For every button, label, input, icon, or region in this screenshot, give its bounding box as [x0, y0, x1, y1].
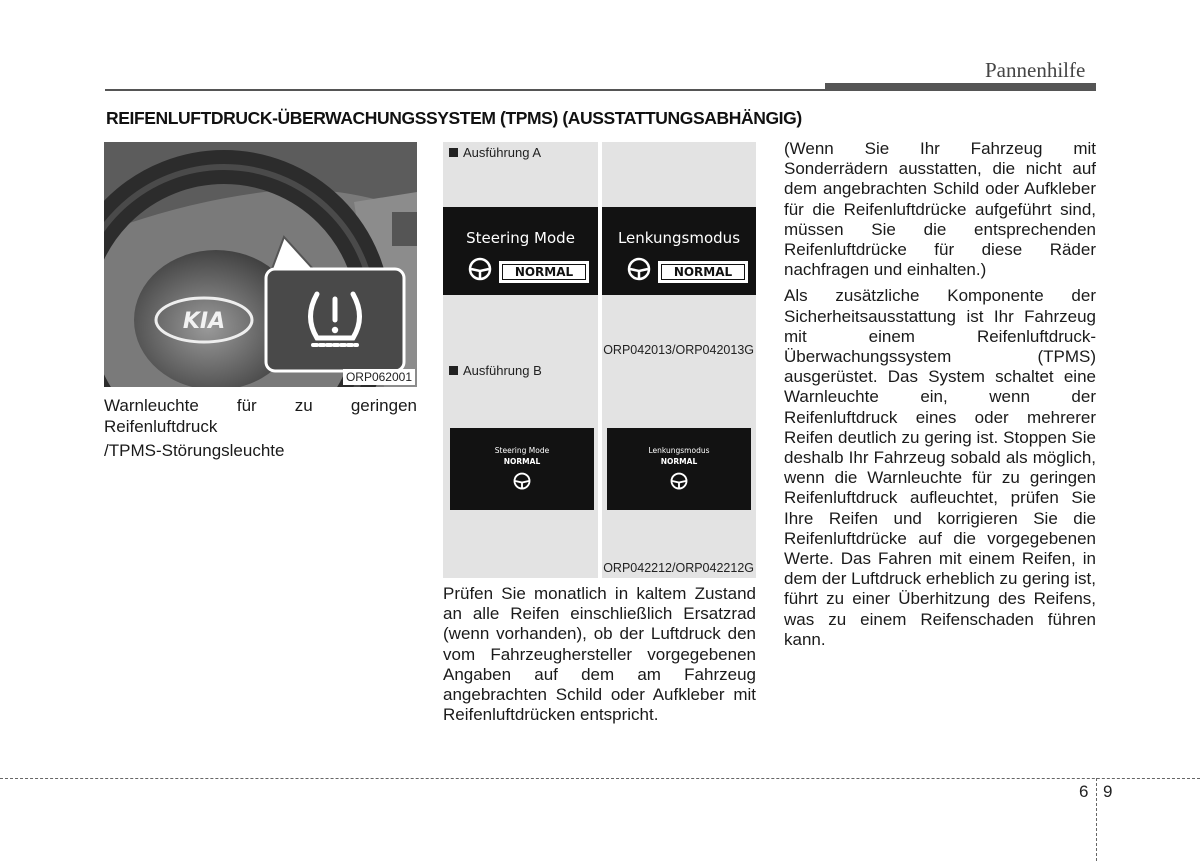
- variant-b-label: Ausführung B: [449, 363, 542, 378]
- figure-caption-2: /TPMS-Störungsleuchte: [104, 441, 285, 460]
- paragraph-tpms: Als zusätzliche Komponente der Sicherheitsausstattung ist Ihr Fahrzeug mit einem Reifenluftdruck-Überwachungssystem (TPMS) ausgerüstet. Das System schaltet eine Warnleuchte ein, wenn der Reifenluftdruck eines oder mehrerer Reifen deutlich zu gering ist. Stoppen Sie deshalb Ihr Fahrzeug sobald als möglich, wenn die Warnleuchte für zu geringen Reifenluftdruck aufleuchtet, prüfen Sie Ihre Reifen und korrigieren Sie die Reifenluftdrücke auf die vorgegebenen Werte. Das Fahren mit einem Reifen, in dem der Luftdruck erheblich zu gering ist, führt zu einer Überhitzung des Reifens, was zu einem Reifenschaden führen kann.: [784, 286, 1096, 649]
- variant-a-label: Ausführung A: [449, 145, 541, 160]
- middle-paragraph: Prüfen Sie monatlich in kaltem Zustand an alle Reifen einschließlich Ersatzrad (wenn vorhanden), ob der Luftdruck den vom Fahrzeughersteller vorgegebenen Angaben auf dem am Fahrzeug angebrachten Schild oder Aufkleber mit Reifenluftdrücken entspricht.: [443, 584, 756, 725]
- steering-wheel-figure: [104, 142, 417, 387]
- variant-b-panel: [443, 360, 756, 578]
- right-column: [784, 139, 1096, 656]
- footer-divider: [0, 778, 1200, 779]
- paragraph-sonderraeder: (Wenn Sie Ihr Fahrzeug mit Sonderrädern ausstatten, die nicht auf dem angebrachten Schild oder Aufkleber für die Reifenluftdrücke aufgeführt sind, müssen Sie die entsprechenden Reifenluftdrücke für diese Räder nachfragen und einhalten.): [784, 139, 1096, 280]
- steering-wheel-icon: [669, 472, 689, 490]
- variant-a-code: ORP042013/ORP042013G: [603, 343, 754, 357]
- chapter-number: 6: [1079, 782, 1089, 801]
- footer-divider-vertical: [1096, 778, 1097, 861]
- variant-a-panel: [443, 142, 756, 360]
- steering-wheel-icon: [626, 257, 652, 281]
- display-lenkungsmodus-b: Lenkungsmodus NORMAL: [607, 428, 751, 510]
- page-heading: REIFENLUFTDRUCK-ÜBERWACHUNGSSYSTEM (TPMS) (AUSSTATTUNGSABHÄNGIG): [106, 108, 802, 128]
- display-steering-mode-b: Steering Mode NORMAL: [450, 428, 594, 510]
- figure-caption: Warnleuchte für zu geringen Reifenluftdruck: [104, 396, 417, 436]
- page-number: 9: [1103, 782, 1113, 801]
- steering-wheel-illustration: [104, 142, 417, 387]
- kia-logo: KIA: [182, 309, 226, 334]
- header-rule-accent: [825, 83, 1096, 91]
- header-rule: [105, 89, 825, 91]
- steering-wheel-icon: [512, 472, 532, 490]
- figure-code: ORP062001: [343, 369, 415, 385]
- steering-wheel-icon: [467, 257, 493, 281]
- section-title: Pannenhilfe: [985, 58, 1086, 82]
- variant-b-code: ORP042212/ORP042212G: [603, 561, 754, 575]
- display-steering-mode: Steering Mode NORMAL: [443, 207, 598, 295]
- display-lenkungsmodus: Lenkungsmodus NORMAL: [602, 207, 756, 295]
